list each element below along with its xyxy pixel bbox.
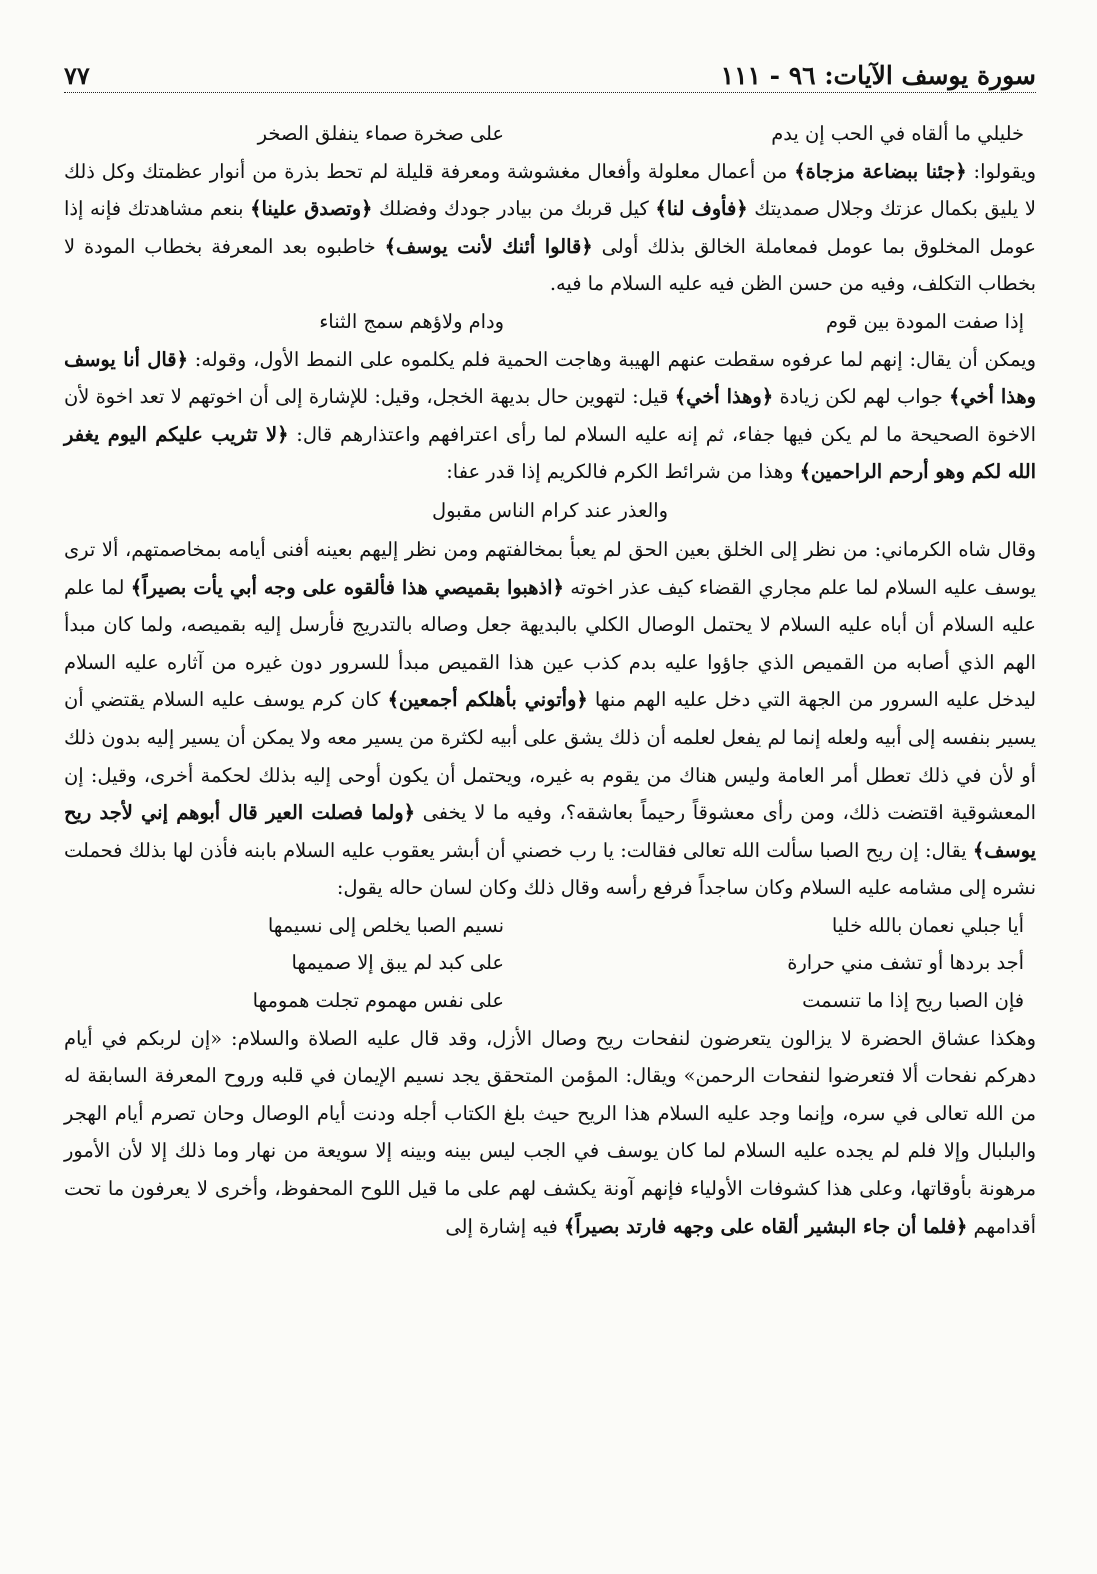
quran-quote: ﴿وتصدق علينا﴾: [250, 197, 373, 221]
poem-verse: [64, 944, 1036, 982]
verse-first-hemistich: أجد بردها أو تشف مني حرارة: [787, 951, 1024, 975]
paragraph-text: بنعم مشاهدتك فإنه إذا عومل المخلوق بما عومل فمعاملة الخالق بذلك أولى: [64, 197, 1036, 258]
quran-quote: ﴿قالوا أئنك لأنت يوسف﴾: [384, 234, 593, 258]
poem-verse: [64, 115, 1036, 153]
page-header: [64, 52, 1036, 93]
paragraph-text: خاطبوه بعد المعرفة بخطاب المودة لا بخطاب التكلف، وفيه من حسن الظن فيه عليه السلام ما فيه.: [64, 234, 1036, 296]
paragraph-text: وقال شاه الكرماني: من نظر إلى الخلق بعين الحق لم يعبأ بمخالفتهم ومن نظر إليهم بعينه أفنى أيامه بمخاصمتهم، ألا ترى يوسف عليه السلام لما علم مجاري القضاء كيف عذر اخوته: [64, 537, 1037, 599]
paragraph-text: وهذا من شرائط الكرم فالكريم إذا قدر عفا:: [446, 460, 800, 484]
paragraph-text: قيل: لتهوين حال بديهة الخجل، وقيل: للإشارة إلى أن اخوتهم لا تعد اخوة لأن الاخوة الصحيحة ما لم يكن فيها جفاء، ثم إنه عليه السلام لما رأى اعترافهم واعتذارهم قال:: [64, 385, 1036, 446]
paragraph: [64, 153, 1036, 303]
paragraph-text: جواب لهم لكن زيادة: [773, 385, 950, 409]
verse-second-hemistich: على صخرة صماء ينفلق الصخر: [257, 122, 504, 145]
verse-first-hemistich: أيا جبلي نعمان بالله خليا: [831, 913, 1024, 937]
paragraph: [64, 531, 1036, 907]
page-number: ٧٧: [64, 61, 90, 90]
paragraph-text: يقال: إن ريح الصبا سألت الله تعالى فقالت: يا رب خصني أن أبشر يعقوب عليه السلام بابنه فأذن لها بذلك فحملت نشره إلى مشامه عليه السلام وكان ساجداً فرفع رأسه وقال ذلك وكان لسان حاله يقول:: [64, 838, 1036, 900]
poem-verse: [64, 907, 1036, 945]
paragraph: [64, 341, 1036, 491]
quran-quote: ﴿فأوف لنا﴾: [655, 197, 748, 221]
document-page: [64, 52, 1036, 1245]
quran-quote: ﴿جئنا ببضاعة مزجاة﴾: [794, 159, 967, 183]
verse-first-hemistich: خليلي ما ألقاه في الحب إن يدم: [771, 122, 1024, 145]
quran-quote: ﴿اذهبوا بقميصي هذا فألقوه على وجه أبي يأت بصيراً﴾: [130, 575, 564, 599]
paragraph-text: ويقولوا:: [966, 159, 1036, 183]
paragraph-text: كيل قربك من بيادر جودك وفضلك: [372, 197, 656, 221]
verse-second-hemistich: ودام ولاؤهم سمج الثناء: [319, 309, 504, 333]
quran-quote: ﴿وأتوني بأهلكم أجمعين﴾: [387, 688, 588, 712]
verse-second-hemistich: على نفس مهموم تجلت همومها: [252, 989, 504, 1013]
verse-second-hemistich: نسيم الصبا يخلص إلى نسيمها: [267, 913, 504, 937]
quran-quote: ﴿وهذا أخي﴾: [674, 385, 774, 409]
paragraph-text: كان كرم يوسف عليه السلام يقتضي أن يسير بنفسه إلى أبيه ولعله إنما لم يفعل لعلمه أن ذلك يشق على أبيه لكثرة من يسير معه ولا يمكن أن يسير إليه بدون ذلك أو لأن في ذلك تعطل أمر العامة وليس هناك من يقوم به غيره، ويحتمل أن يكون أوحى إليه بذلك لحكمة أخرى، وقيل: إن المعشوقية اقتضت ذلك، ومن رأى معشوقاً رحيماً بعاشقه؟، وفيه ما لا يخفى: [64, 688, 1037, 825]
paragraph-text: لما علم عليه السلام أن أباه عليه السلام لا يحتمل الوصال الكلي بالبديهة جعل وصاله بالتدريج فأرسل إليه بقميصه، ولما كان مبدأ الهم الذي أصابه من القميص الذي جاؤوا عليه بدم كذب عين هذا القميص مبدأ للسرور دون غيره من آثاره عليه السلام ليدخل عليه السرور من الجهة التي دخل عليه الهم منها: [64, 575, 1037, 712]
poem-verse: [64, 982, 1036, 1020]
verse-first-hemistich: إذا صفت المودة بين قوم: [826, 309, 1024, 333]
running-title: سورة يوسف الآيات: ٩٦ - ١١١: [720, 61, 1036, 90]
quran-quote: ﴿قال أنا يوسف وهذا أخي﴾: [64, 347, 1036, 409]
paragraph-text: ويمكن أن يقال: إنهم لما عرفوه سقطت عنهم الهيبة وهاجت الحمية فلم يكلموه على النمط الأول، وقوله:: [187, 347, 1036, 371]
paragraph-text: وهكذا عشاق الحضرة لا يزالون يتعرضون لنفحات ريح وصال الأزل، وقد قال عليه الصلاة والسلام: «إن لربكم في أيام دهركم نفحات ألا فتعرضوا لنفحات الرحمن» ويقال: المؤمن المتحقق يجد نسيم الإيمان في قلبه وروح المعرفة السابقة له من الله تعالى في سره، وإنما وجد عليه السلام هذا الريح حيث بلغ الكتاب أجله ودنت أيام الوصال وحان تصرم أيام الهجر والبلبال وإلا فلم لم يجده عليه السلام لما كان يوسف في الجب ليس بينه وبينه إلا سويعة من نهار وما ذلك إلا لأن الأمور مرهونة بأوقاتها، وعلى هذا كشوفات الأولياء فإنهم آونة يكشف لهم على ما قيل اللوح المحفوظ، وأخرى لا يعرفون ما تحت أقدامهم: [64, 1026, 1036, 1238]
centered-verse: والعذر عند كرام الناس مقبول: [431, 498, 668, 522]
quran-quote: ﴿ولما فصلت العير قال أبوهم إني لأجد ريح يوسف﴾: [64, 801, 1036, 862]
verse-first-hemistich: فإن الصبا ريح إذا ما تنسمت: [802, 989, 1024, 1013]
poem-verse: [64, 303, 1036, 341]
paragraph-text: من أعمال معلولة وأفعال مغشوشة ومعرفة قليلة لم تحط بذرة من أنوار عظمتك وكل ذلك لا يليق بكمال عزتك وجلال صمديتك: [64, 159, 1036, 221]
paragraph-text: فيه إشارة إلى: [445, 1214, 564, 1238]
quran-quote: ﴿فلما أن جاء البشير ألقاه على وجهه فارتد بصيراً﴾: [563, 1214, 968, 1238]
quran-quote: ﴿لا تثريب عليكم اليوم يغفر الله لكم وهو أرحم الراحمين﴾: [64, 422, 1036, 484]
page-body: [64, 115, 1036, 1245]
paragraph: [64, 1020, 1036, 1246]
verse-second-hemistich: على كبد لم يبق إلا صميمها: [291, 951, 504, 975]
